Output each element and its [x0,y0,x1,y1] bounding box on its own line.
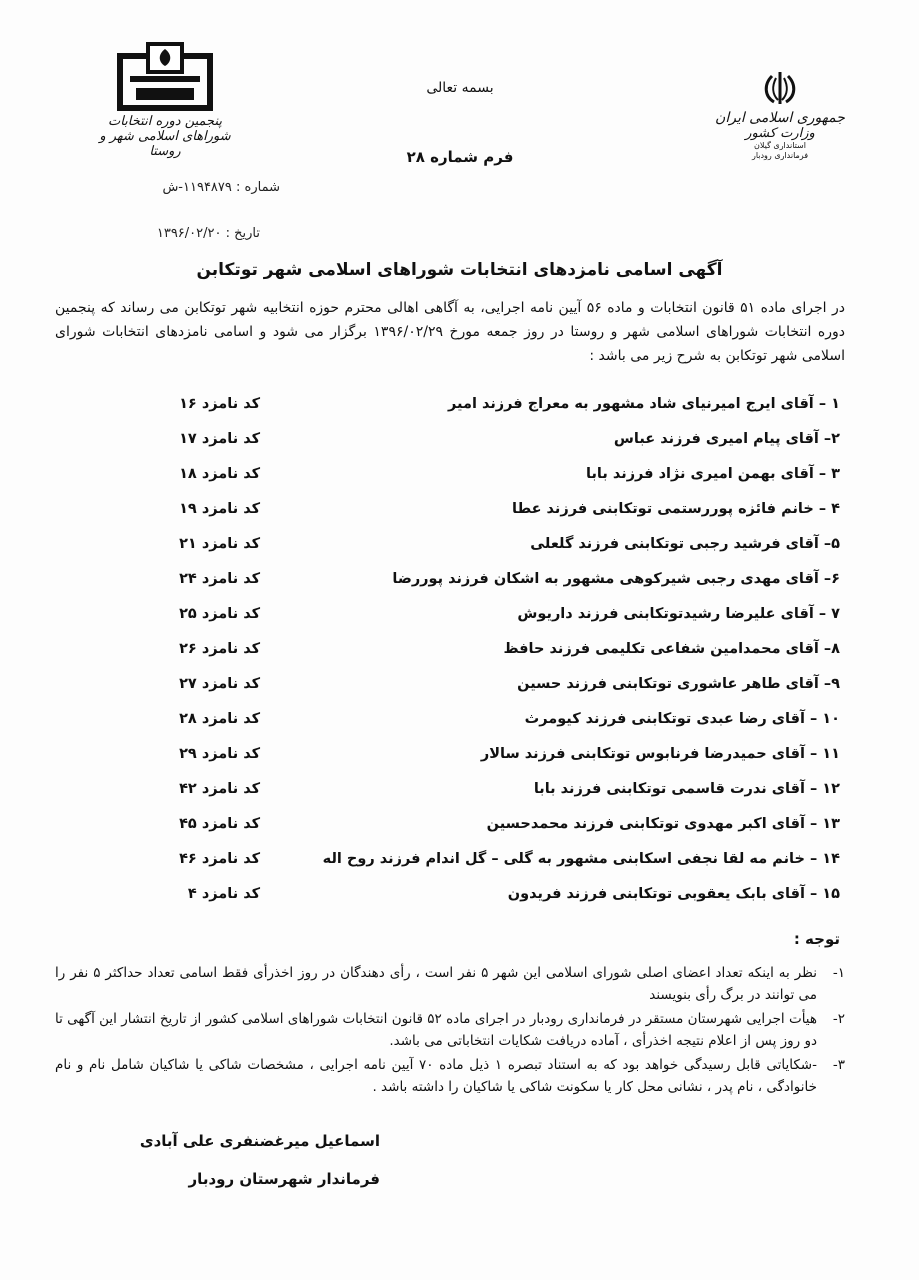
candidate-row [150,781,840,816]
candidate-row [150,746,840,781]
candidate-code: کد نامزد ۲۶ [179,641,260,657]
ministry-caption-1: جمهوری اسلامی ایران [715,110,845,126]
candidate-row [150,676,840,711]
notes-heading: توجه : [793,930,840,948]
candidate-name: ۱۰ – آقای رضا عبدی توتکابنی فرزند کیومرث [524,711,840,727]
candidate-code: کد نامزد ۱۸ [179,466,260,482]
candidate-row [150,571,840,606]
candidate-code: کد نامزد ۴۲ [179,781,260,797]
signatory-name: اسماعیل میرغضنفری علی آبادی [139,1132,380,1150]
candidate-name: ۵– آقای فرشید رجبی توتکابنی فرزند گلعلی [530,536,840,552]
note-number: ۲- [832,1011,845,1027]
note-item [55,962,845,1006]
candidate-name: ۲– آقای پیام امیری فرزند عباس [613,431,840,447]
letter-number: شماره : ۱۱۹۴۸۷۹-ش [162,180,280,195]
note-number: ۳- [832,1057,845,1073]
election-logo [85,40,245,159]
ministry-caption-4: فرمانداری رودبار [751,151,809,160]
candidate-code: کد نامزد ۲۷ [179,676,260,692]
candidate-list [150,396,840,921]
ministry-caption-3: استانداری گیلان [754,141,806,150]
note-item [55,1008,845,1052]
letter-date: تاریخ : ۱۳۹۶/۰۲/۲۰ [156,226,260,241]
candidate-name: ۱۴ – خانم مه لقا نجفی اسکابنی مشهور به گلی – گل اندام فرزند روح اله [322,851,840,867]
candidate-code: کد نامزد ۴۶ [179,851,260,867]
candidate-code: کد نامزد ۲۴ [179,571,260,587]
candidate-row [150,641,840,676]
candidate-row [150,396,840,431]
note-text: -شکایاتی قابل رسیدگی خواهد بود که به استناد تبصره ۱ ذیل ماده ۷۰ آیین نامه اجرایی ، مشخصات شاکی یا شاکیان شامل نام و نام خانوادگی ، نام پدر ، نشانی محل کار یا سکونت شاکی یا شاکیان را داشته باشد . [55,1057,817,1095]
note-text: هیأت اجرایی شهرستان مستقر در فرمانداری رودبار در اجرای ماده ۵۲ قانون انتخابات شوراهای اسلامی کشور از تاریخ انتشار این آگهی تا دو روز پس از اعلام نتیجه اخذرأی ، آماده دریافت شکایات انتخاباتی می باشد. [55,1011,817,1049]
form-number: فرم شماره ۲۸ [406,148,514,166]
candidate-code: کد نامزد ۲۹ [179,746,260,762]
candidate-code: کد نامزد ۱۶ [179,396,260,412]
note-text: نظر به اینکه تعداد اعضای اصلی شورای اسلامی این شهر ۵ نفر است ، رأی دهندگان در روز اخذرأی فقط اسامی تعداد حداکثر ۵ نفر را می توانند در برگ رأی بنویسند [55,965,817,1003]
election-logo-caption-2: شوراهای اسلامی شهر و روستا [99,129,231,159]
candidate-name: ۳ – آقای بهمن امیری نژاد فرزند بابا [586,466,840,482]
candidate-name: ۹– آقای طاهر عاشوری توتکابنی فرزند حسین [517,676,840,692]
candidate-row [150,501,840,536]
ministry-logo [715,68,845,161]
candidate-name: ۱ – آقای ایرج امیرنیای شاد مشهور به معراج فرزند امیر [448,396,840,412]
ministry-caption-2: وزارت کشور [745,126,815,141]
candidate-name: ۱۲ – آقای ندرت قاسمی توتکابنی فرزند بابا [533,781,840,797]
ballot-box-icon [110,40,220,112]
candidate-row [150,851,840,886]
candidate-name: ۷ – آقای علیرضا رشیدتوتکابنی فرزند داریوش [517,606,840,622]
intro-paragraph: در اجرای ماده ۵۱ قانون انتخابات و ماده ۵۶ آیین نامه اجرایی، به آگاهی اهالی محترم حوزه انتخابیه شهر توتکابن می رساند که پنجمین دوره انتخابات شوراهای اسلامی شهر و روستا در روز جمعه مورخ ۱۳۹۶/۰۲/۲۹ برگزار می شود و اسامی نامزدهای انتخابات شورای اسلامی شهر توتکابن به شرح زیر می باشد : [55,300,845,364]
candidate-row [150,711,840,746]
candidate-name: ۶– آقای مهدی رجبی شیرکوهی مشهور به اشکان فرزند پوررضا [392,571,840,587]
candidate-code: کد نامزد ۲۱ [179,536,260,552]
candidate-code: کد نامزد ۱۹ [179,501,260,517]
signatory-title: فرماندار شهرستان رودبار [188,1170,380,1188]
election-logo-caption-1: پنجمین دوره انتخابات [107,114,222,129]
iran-emblem-icon [758,68,802,108]
candidate-name: ۸– آقای محمدامین شفاعی تکلیمی فرزند حافظ [503,641,840,657]
candidate-row [150,886,840,921]
candidate-name: ۴ – خانم فائزه پوررستمی توتکابنی فرزند عطا [512,501,840,517]
notes-list [55,962,845,1100]
besmellah-text: بسمه تعالی [426,80,494,96]
candidate-row [150,431,840,466]
candidate-name: ۱۵ – آقای بابک یعقوبی توتکابنی فرزند فریدون [507,886,840,902]
note-number: ۱- [832,965,845,981]
candidate-name: ۱۳ – آقای اکبر مهدوی توتکابنی فرزند محمدحسین [486,816,840,832]
candidate-row [150,606,840,641]
document-title: آگهی اسامی نامزدهای انتخابات شوراهای اسلامی شهر توتکابن [196,260,723,280]
candidate-code: کد نامزد ۲۸ [179,711,260,727]
candidate-code: کد نامزد ۴ [187,886,260,902]
note-item [55,1054,845,1098]
candidate-code: کد نامزد ۲۵ [179,606,260,622]
candidate-row [150,466,840,501]
candidate-code: کد نامزد ۱۷ [179,431,260,447]
candidate-code: کد نامزد ۴۵ [179,816,260,832]
candidate-row [150,816,840,851]
candidate-row [150,536,840,571]
candidate-name: ۱۱ – آقای حمیدرضا فرنابوس توتکابنی فرزند سالار [480,746,840,762]
